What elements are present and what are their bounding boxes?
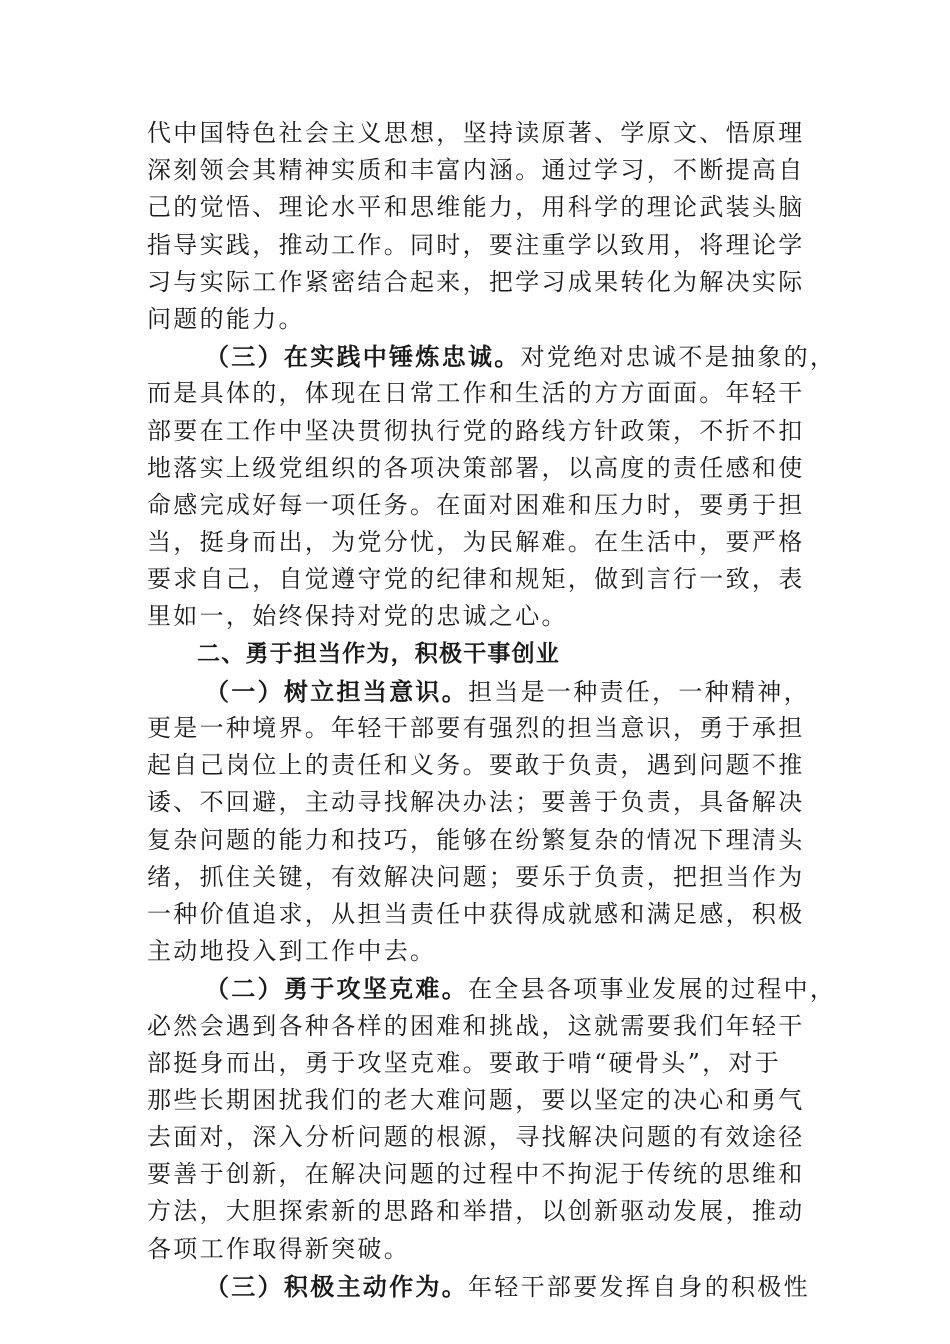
body-line: 必然会遇到各种各样的困难和挑战，这就需要我们年轻干 [147,1011,805,1040]
body-line: 要求自己，自觉遵守党的纪律和规矩，做到言行一致，表 [147,565,805,594]
body-line-text: 对党绝对忠诚不是抽象的， [520,343,837,372]
subsection-title: （三）在实践中锤炼忠诚。 [205,342,521,372]
document-body [147,115,837,1305]
body-line: 各项工作取得新突破。 [147,1234,410,1263]
paragraph-first-line [147,970,837,1007]
body-line: 部挺身而出，勇于攻坚克难。要敢于啃“硬骨头”，对于 [147,1048,782,1077]
body-line: 绪，抓住关键，有效解决问题；要乐于负责，把担当作为 [147,862,805,891]
paragraph-first-line [147,673,810,710]
body-line: 部要在工作中坚决贯彻执行党的路线方针政策，不折不扣 [147,416,805,445]
subsection-title: （二）勇于攻坚克难。 [205,974,468,1004]
paragraph-first-line [147,1268,810,1305]
body-line: 深刻领会其精神实质和丰富内涵。通过学习，不断提高自 [147,156,805,185]
body-line: 当，挺身而出，为党分忧，为民解难。在生活中，要严格 [147,528,805,557]
body-line: 主动地投入到工作中去。 [147,937,437,966]
body-line: 复杂问题的能力和技巧，能够在纷繁复杂的情况下理清头 [147,825,805,854]
body-line: 诿、不回避，主动寻找解决办法；要善于负责，具备解决 [147,788,805,817]
body-line: 代中国特色社会主义思想，坚持读原著、学原文、悟原理 [147,119,805,147]
body-line: 起自己岗位上的责任和义务。要敢于负责，遇到问题不推 [147,751,805,780]
body-line: 方法，大胆探索新的思路和举措，以创新驱动发展，推动 [147,1197,805,1226]
body-line: 而是具体的，体现在日常工作和生活的方方面面。年轻干 [147,379,805,408]
body-line: 地落实上级党组织的各项决策部署，以高度的责任感和使 [147,453,805,482]
body-line: 习与实际工作紧密结合起来，把学习成果转化为解决实际 [147,267,805,296]
body-line: 里如一，始终保持对党的忠诚之心。 [147,602,568,631]
body-line: 更是一种境界。年轻干部要有强烈的担当意识，勇于承担 [147,714,805,742]
body-line: 问题的能力。 [147,304,305,333]
body-line: 一种价值追求，从担当责任中获得成就感和满足感，积极 [147,899,805,928]
section-heading: 二、勇于担当作为，积极干事创业 [197,640,560,667]
subsection-title: （三）积极主动作为。 [205,1271,468,1301]
body-line-text: 年轻干部要发挥自身的积极性 [468,1272,810,1301]
body-line: 去面对，深入分析问题的根源，寻找解决问题的有效途径 [147,1123,805,1152]
body-line: 己的觉悟、理论水平和思维能力，用科学的理论武装头脑 [147,193,805,222]
body-line: 要善于创新，在解决问题的过程中不拘泥于传统的思维和 [147,1160,805,1189]
body-line: 指导实践，推动工作。同时，要注重学以致用，将理论学 [147,230,805,259]
paragraph-first-line [147,338,837,375]
body-line-text: 担当是一种责任，一种精神， [468,677,810,706]
body-line: 命感完成好每一项任务。在面对困难和压力时，要勇于担 [147,490,805,519]
subsection-title: （一）树立担当意识。 [205,676,468,706]
body-line: 那些长期困扰我们的老大难问题，要以坚定的决心和勇气 [147,1085,805,1114]
body-line-text: 在全县各项事业发展的过程中， [468,975,837,1004]
